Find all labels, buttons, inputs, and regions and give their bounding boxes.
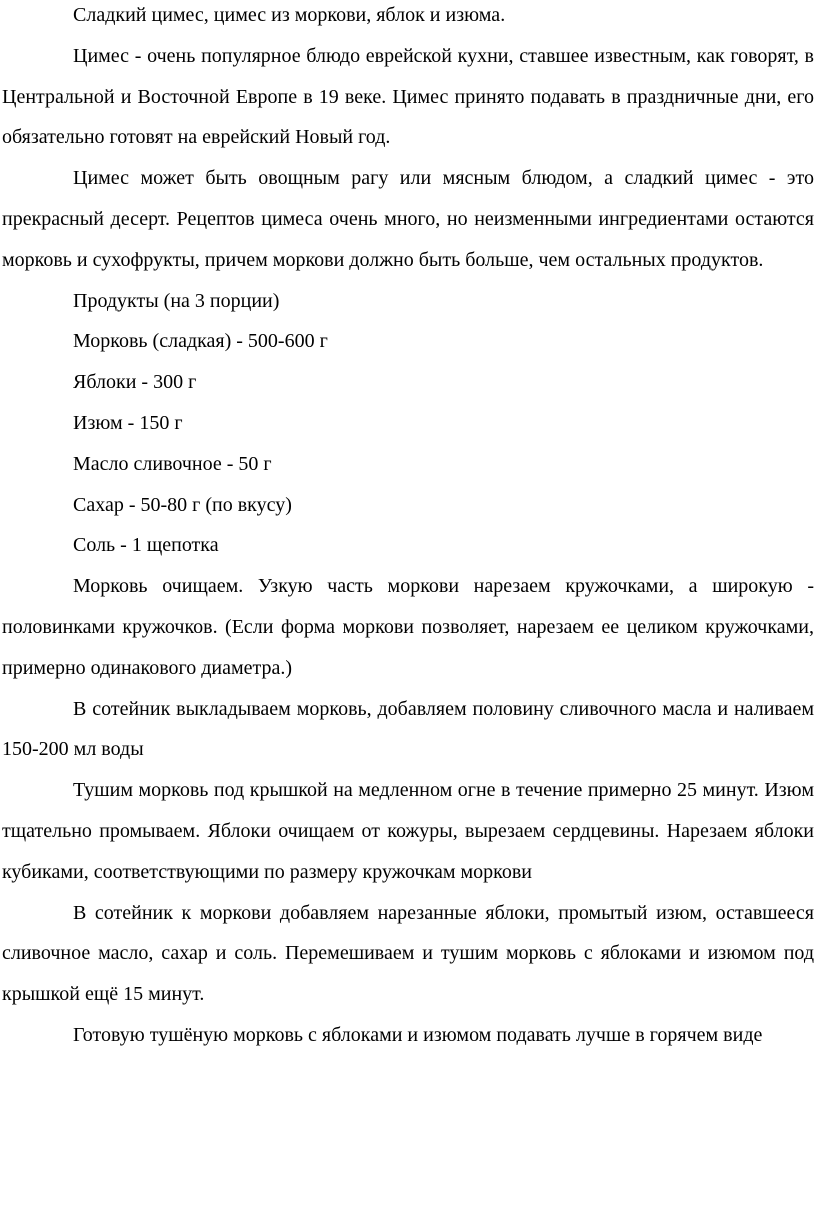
ingredient-carrot: Морковь (сладкая) - 500-600 г: [73, 330, 328, 353]
intro-paragraph-1: Цимес - очень популярное блюдо еврейской кухни, ставшее известным, как говорят, в Центральной и Восточной Европе в 19 веке. Цимес принято подавать в праздничные дни, его обязательно готовят на еврейский Новый год.: [2, 44, 814, 149]
ingredient-sugar: Сахар - 50-80 г (по вкусу): [73, 493, 292, 516]
step-paragraph-1: Морковь очищаем. Узкую часть моркови нарезаем кружочками, а широкую - половинками кружочков. (Если форма моркови позволяет, нарезаем ее целиком кружочками, примерно одинакового диаметра.): [2, 575, 814, 679]
intro-paragraph-2: Цимес может быть овощным рагу или мясным блюдом, а сладкий цимес - это прекрасный десерт. Рецептов цимеса очень много, но неизменными ингредиентами остаются морковь и сухофрукты, причем моркови должно быть больше, чем остальных продуктов.: [2, 167, 814, 271]
step-paragraph-2: В сотейник выкладываем морковь, добавляем половину сливочного масла и наливаем 150-200 мл воды: [2, 697, 814, 761]
step-paragraph-4: В сотейник к моркови добавляем нарезанные яблоки, промытый изюм, оставшееся сливочное масло, сахар и соль. Перемешиваем и тушим морковь с яблоками и изюмом под крышкой ещё 15 минут.: [2, 901, 814, 1006]
step-paragraph-3: Тушим морковь под крышкой на медленном огне в течение примерно 25 минут. Изюм тщательно промываем. Яблоки очищаем от кожуры, вырезаем сердцевины. Нарезаем яблоки кубиками, соответствующими по размеру кружочкам моркови: [2, 779, 814, 883]
ingredient-salt: Соль - 1 щепотка: [73, 534, 219, 557]
step-paragraph-5: Готовую тушёную морковь с яблоками и изюмом подавать лучше в горячем виде: [73, 1023, 763, 1046]
ingredient-butter: Масло сливочное - 50 г: [73, 452, 272, 475]
recipe-title: Сладкий цимес, цимес из моркови, яблок и изюма.: [73, 4, 506, 26]
ingredient-apples: Яблоки - 300 г: [73, 371, 197, 394]
ingredients-heading: Продукты (на 3 порции): [73, 289, 280, 312]
ingredient-raisins: Изюм - 150 г: [73, 411, 183, 434]
